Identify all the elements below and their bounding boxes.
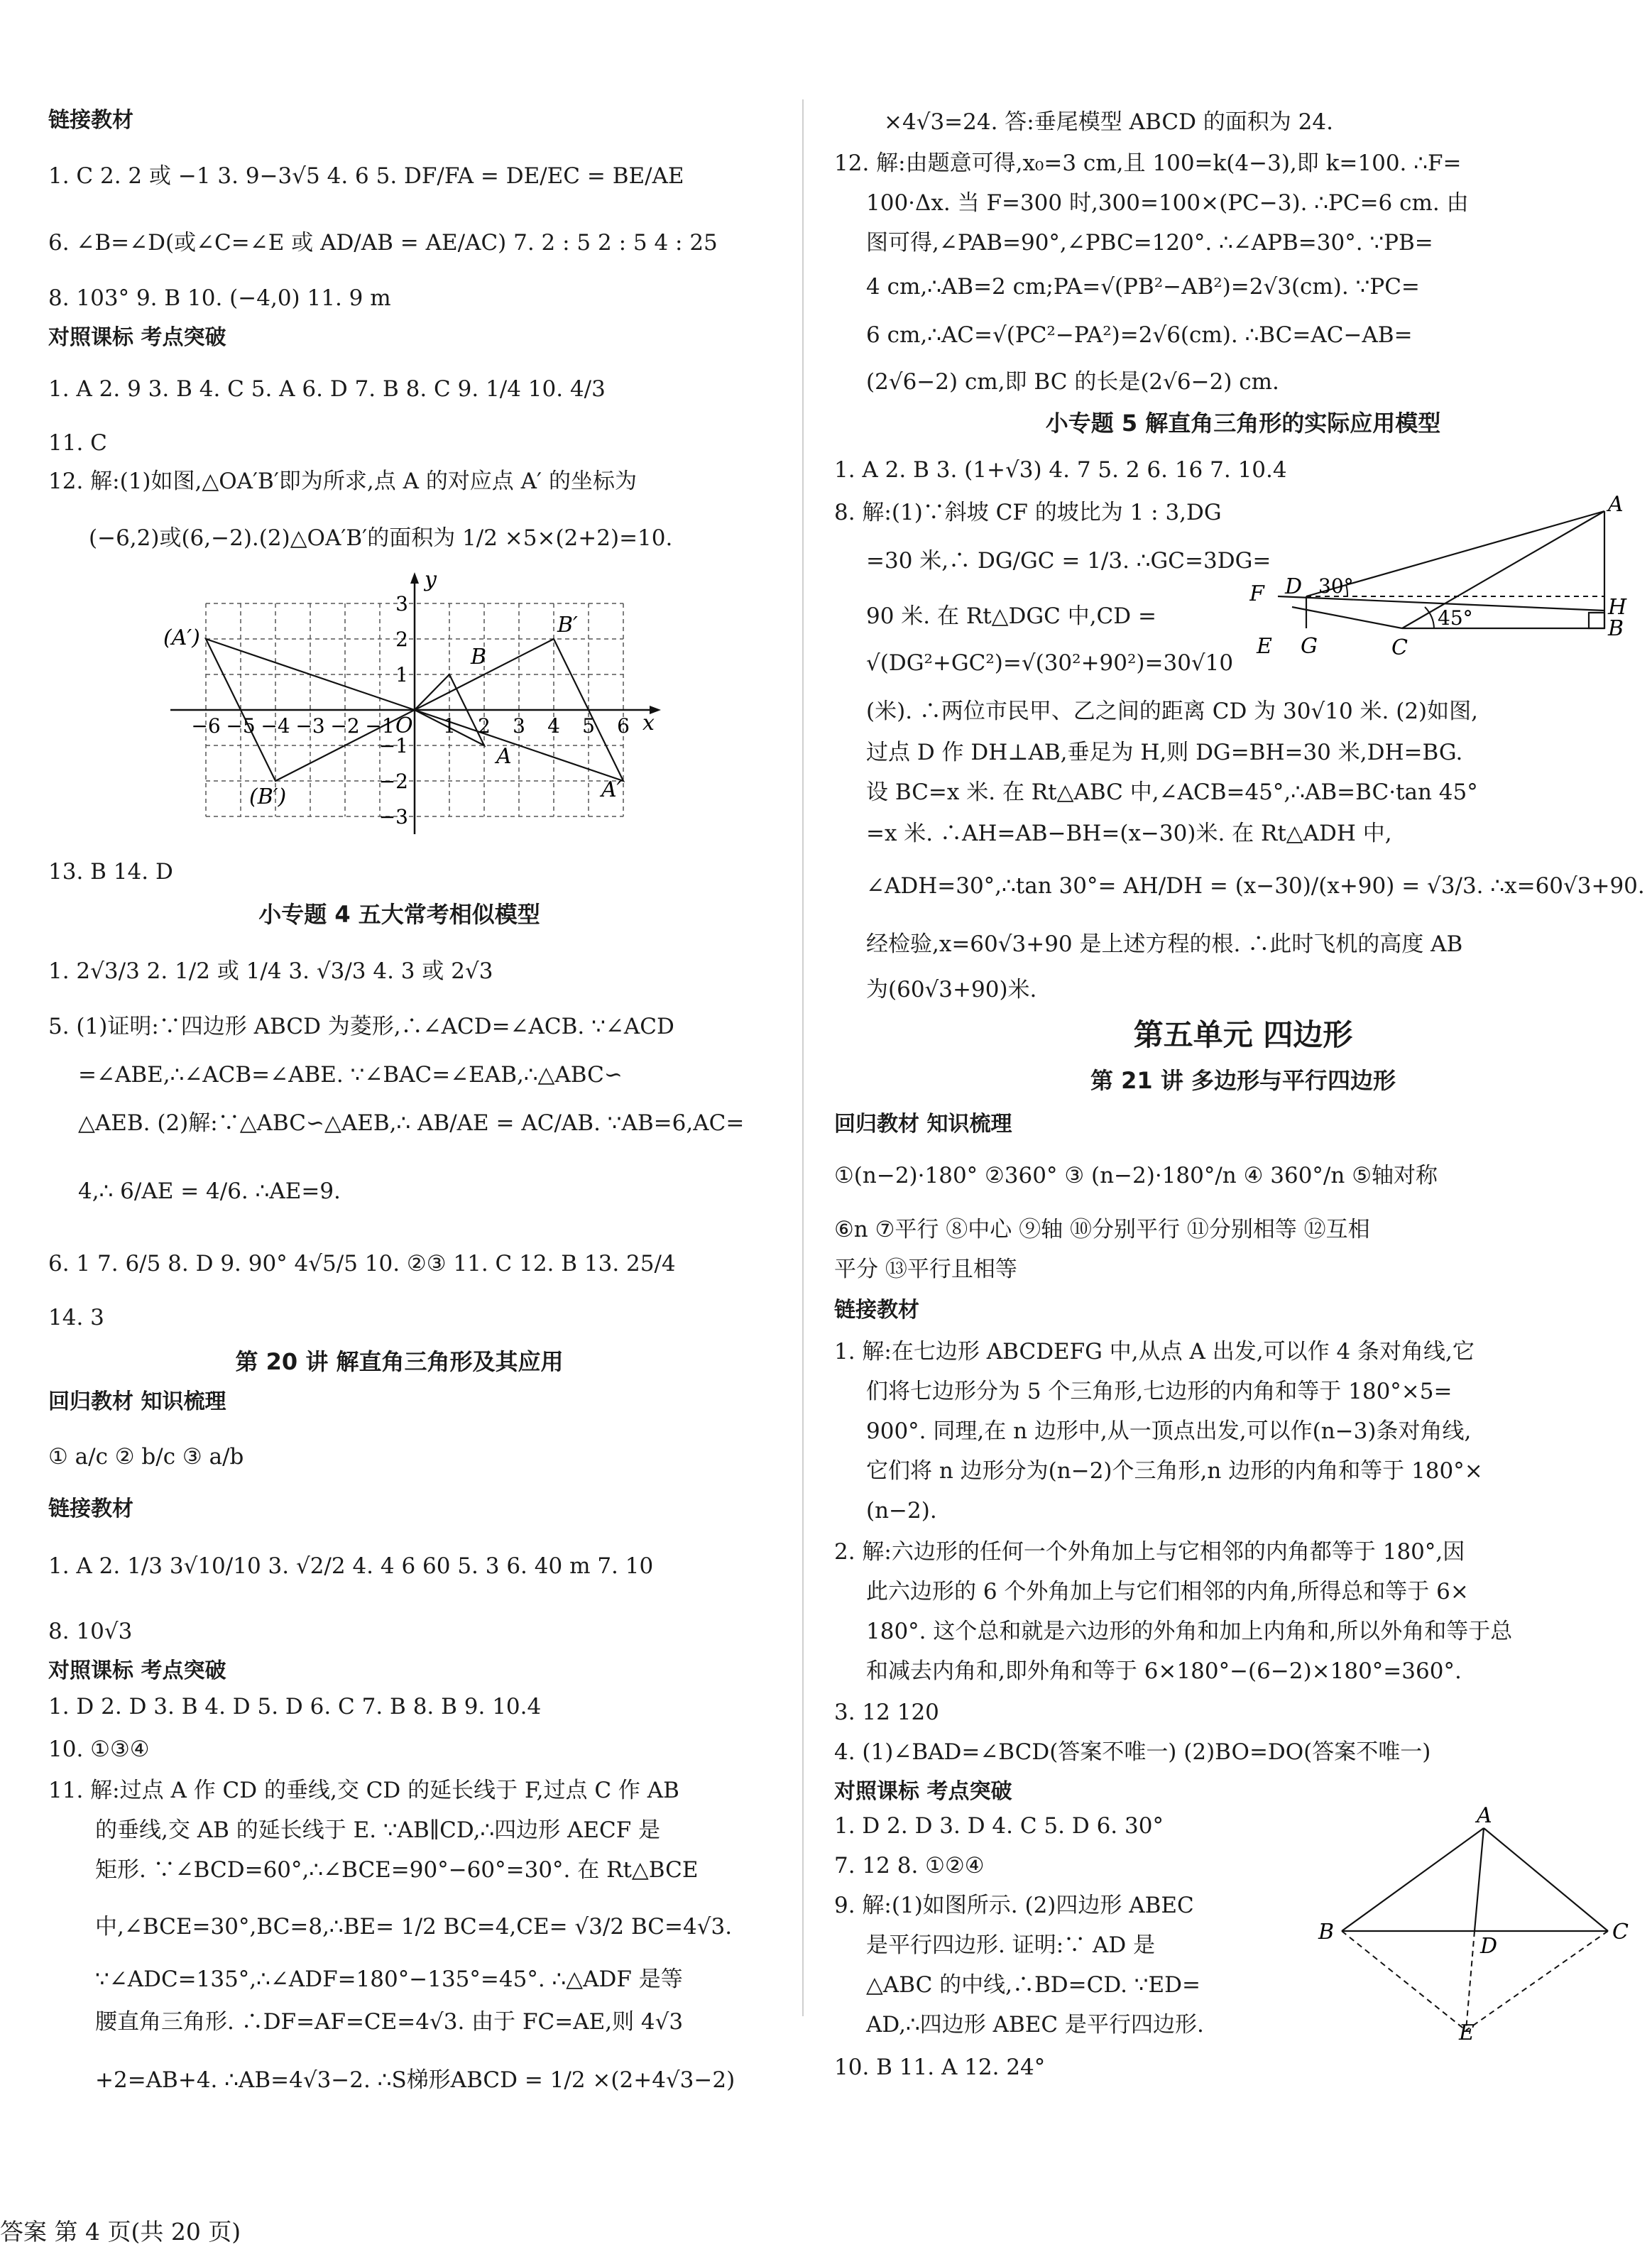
section-title: 第 20 讲 解直角三角形及其应用: [235, 1348, 564, 1375]
answer-line: 6 cm,∴AC=√(PC²−PA²)=2√6(cm). ∴BC=AC−AB=: [866, 322, 1413, 348]
section-heading: 链接教材: [48, 1497, 133, 1521]
point-label: D: [1285, 574, 1303, 599]
answer-line: ∵∠ADC=135°,∴∠ADF=180°−135°=45°. ∴△ADF 是等: [95, 1967, 683, 1992]
coordinate-grid-figure: [153, 568, 664, 838]
x-axis-label: x: [642, 711, 655, 735]
column-divider: [802, 99, 804, 2016]
y-tick-label: 2: [395, 628, 408, 651]
answer-line: 和减去内角和,即外角和等于 6×180°−(6−2)×180°=360°.: [866, 1658, 1462, 1684]
section-title: 小专题 4 五大常考相似模型: [258, 901, 540, 928]
x-tick-label: 4: [547, 714, 560, 738]
answer-line: 900°. 同理,在 n 边形中,从一顶点出发,可以作(n−3)条对角线,: [866, 1418, 1472, 1444]
answer-line: 1. C 2. 2 或 −1 3. 9−3√5 4. 6 5. DF/FA = DE/EC = BE/AE: [48, 163, 684, 189]
answer-line: (−6,2)或(6,−2).(2)△OA′B′的面积为 1/2 ×5×(2+2)=10.: [89, 525, 673, 551]
answer-line: √(DG²+GC²)=√(30²+90²)=30√10: [866, 650, 1234, 676]
point-label: A: [496, 744, 512, 769]
answer-line: 1. A 2. 9 3. B 4. C 5. A 6. D 7. B 8. C 9. 1/4 10. 4/3: [48, 376, 606, 402]
answer-line: 此六边形的 6 个外角加上与它们相邻的内角,所得总和等于 6×: [866, 1579, 1469, 1604]
answer-line: =x 米. ∴AH=AB−BH=(x−30)米. 在 Rt△ADH 中,: [866, 821, 1392, 846]
answer-line: 平分 ⑬平行且相等: [834, 1257, 1017, 1282]
x-tick-label: 3: [513, 714, 525, 738]
x-tick-label: −4: [261, 714, 290, 738]
answer-line: 5. (1)证明:∵四边形 ABCD 为菱形,∴∠ACD=∠ACB. ∵∠ACD: [48, 1014, 674, 1039]
answer-line: 9. 解:(1)如图所示. (2)四边形 ABEC: [834, 1893, 1194, 1918]
point-label: C: [1612, 1920, 1629, 1945]
answer-line: 过点 D 作 DH⊥AB,垂足为 H,则 DG=BH=30 米,DH=BG.: [866, 740, 1463, 765]
point-label: E: [1459, 2020, 1475, 2041]
answer-line: 1. A 2. 1/3 3√10/10 3. √2/2 4. 4 6 60 5. 3 6. 40 m 7. 10: [48, 1553, 654, 1579]
answer-line: 12. 解:(1)如图,△OA′B′即为所求,点 A 的对应点 A′ 的坐标为: [48, 469, 637, 494]
point-label: B: [471, 645, 487, 669]
answer-line: 10. ①③④: [48, 1737, 150, 1762]
y-tick-label: −3: [378, 805, 408, 829]
point-label: C: [1391, 635, 1408, 660]
x-tick-label: −5: [226, 714, 256, 738]
section-heading: 对照课标 考点突破: [834, 1779, 1012, 1804]
x-tick-label: 6: [617, 714, 630, 738]
point-label: B′: [557, 613, 578, 638]
answer-line: 4,∴ 6/AE = 4/6. ∴AE=9.: [78, 1179, 341, 1204]
answer-line: 13. B 14. D: [48, 859, 173, 885]
answer-line: 腰直角三角形. ∴DF=AF=CE=4√3. 由于 FC=AE,则 4√3: [95, 2009, 684, 2035]
answer-line: AD,∴四边形 ABEC 是平行四边形.: [866, 2012, 1204, 2038]
point-label: E: [1257, 634, 1272, 659]
answer-line: 是平行四边形. 证明:∵ AD 是: [866, 1932, 1156, 1958]
point-label: A: [1608, 492, 1624, 517]
y-tick-label: 3: [395, 592, 408, 616]
answer-line: ⑥n ⑦平行 ⑧中心 ⑨轴 ⑩分别平行 ⑪分别相等 ⑫互相: [834, 1217, 1370, 1242]
answer-line: 8. 解:(1)∵斜坡 CF 的坡比为 1 : 3,DG: [834, 500, 1222, 525]
answer-line: 11. 解:过点 A 作 CD 的垂线,交 CD 的延长线于 F,过点 C 作 AB: [48, 1778, 679, 1803]
answer-line: 1. 解:在七边形 ABCDEFG 中,从点 A 出发,可以作 4 条对角线,它: [834, 1339, 1475, 1365]
answer-line: ∠ADH=30°,∴tan 30°= AH/DH = (x−30)/(x+90) = √3/3. ∴x=60√3+90.: [866, 873, 1645, 899]
point-label: H: [1608, 595, 1627, 620]
answer-line: 1. 2√3/3 2. 1/2 或 1/4 3. √3/3 4. 3 或 2√3: [48, 958, 493, 984]
answer-line: 7. 12 8. ①②④: [834, 1853, 985, 1879]
answer-line: ①(n−2)·180° ②360° ③ (n−2)·180°/n ④ 360°/n ⑤轴对称: [834, 1163, 1438, 1188]
point-label: B: [1608, 616, 1624, 641]
answer-line: 它们将 n 边形分为(n−2)个三角形,n 边形的内角和等于 180°×: [866, 1458, 1483, 1484]
y-tick-label: −1: [378, 734, 408, 758]
answer-line: 图可得,∠PAB=90°,∠PBC=120°. ∴∠APB=30°. ∵PB=: [866, 230, 1433, 256]
answer-line: 1. A 2. B 3. (1+√3) 4. 7 5. 2 6. 16 7. 10.4: [834, 457, 1287, 483]
answer-line: 6. 1 7. 6/5 8. D 9. 90° 4√5/5 10. ②③ 11. C 12. B 13. 25/4: [48, 1251, 676, 1276]
answer-line: △AEB. (2)解:∵△ABC∽△AEB,∴ AB/AE = AC/AB. ∵AB=6,AC=: [78, 1110, 745, 1136]
answer-line: 3. 12 120: [834, 1700, 939, 1725]
answer-line: =30 米,∴ DG/GC = 1/3. ∴GC=3DG=: [866, 548, 1271, 574]
answer-line: 10. B 11. A 12. 24°: [834, 2055, 1046, 2080]
angle-label: 30°: [1318, 574, 1354, 598]
x-tick-label: 5: [582, 714, 595, 738]
answer-line: =∠ABE,∴∠ACB=∠ABE. ∵∠BAC=∠EAB,∴△ABC∽: [78, 1062, 623, 1088]
answer-line: 14. 3: [48, 1305, 104, 1330]
answer-line: 1. D 2. D 3. B 4. D 5. D 6. C 7. B 8. B 9. 10.4: [48, 1694, 542, 1719]
answer-line: 12. 解:由题意可得,x₀=3 cm,且 100=k(4−3),即 k=100. ∴F=: [834, 151, 1462, 176]
section-heading: 回归教材 知识梳理: [48, 1389, 226, 1414]
answer-line: 矩形. ∵∠BCD=60°,∴∠BCE=90°−60°=30°. 在 Rt△BCE: [95, 1857, 699, 1883]
answer-line: (2√6−2) cm,即 BC 的长是(2√6−2) cm.: [866, 369, 1279, 395]
unit-title: 第五单元 四边形: [1133, 1017, 1353, 1052]
point-label: (B′): [249, 784, 287, 809]
y-axis-label: y: [425, 568, 437, 592]
answer-line: (n−2).: [866, 1498, 937, 1524]
answer-line: 的垂线,交 AB 的延长线于 E. ∵AB∥CD,∴四边形 AECF 是: [95, 1817, 661, 1843]
answer-line: 8. 103° 9. B 10. (−4,0) 11. 9 m: [48, 285, 391, 311]
page-footer: 答案 第 4 页(共 20 页): [0, 2218, 241, 2246]
answer-line: 2. 解:六边形的任何一个外角加上与它相邻的内角都等于 180°,因: [834, 1539, 1465, 1565]
point-label: F: [1249, 581, 1264, 606]
answer-line: 180°. 这个总和就是六边形的外角和加上内角和,所以外角和等于总: [866, 1619, 1513, 1644]
answer-line: ① a/c ② b/c ③ a/b: [48, 1444, 244, 1470]
origin-label: O: [395, 713, 413, 738]
section-heading: 对照课标 考点突破: [48, 325, 226, 350]
answer-line: 经检验,x=60√3+90 是上述方程的根. ∴此时飞机的高度 AB: [866, 931, 1463, 957]
x-tick-label: 2: [478, 714, 491, 738]
answer-line: (米). ∴两位市民甲、乙之间的距离 CD 为 30√10 米. (2)如图,: [866, 699, 1479, 724]
answer-line: 为(60√3+90)米.: [866, 977, 1037, 1002]
section-heading: 对照课标 考点突破: [48, 1658, 226, 1683]
x-tick-label: 1: [443, 714, 456, 738]
x-tick-label: −2: [330, 714, 360, 738]
x-tick-label: −6: [191, 714, 221, 738]
answer-line: 4. (1)∠BAD=∠BCD(答案不唯一) (2)BO=DO(答案不唯一): [834, 1739, 1431, 1765]
answer-line: 1. D 2. D 3. D 4. C 5. D 6. 30°: [834, 1813, 1164, 1839]
answer-line: 6. ∠B=∠D(或∠C=∠E 或 AD/AB = AE/AC) 7. 2 : 5 2 : 5 4 : 25: [48, 230, 718, 256]
answer-line: ×4√3=24. 答:垂尾模型 ABCD 的面积为 24.: [884, 109, 1333, 135]
point-label: A: [1477, 1807, 1492, 1828]
answer-line: 设 BC=x 米. 在 Rt△ABC 中,∠ACB=45°,∴AB=BC·tan 45°: [866, 780, 1478, 805]
answer-line: △ABC 的中线,∴BD=CD. ∵ED=: [866, 1972, 1200, 1998]
point-label: B: [1318, 1920, 1335, 1945]
answer-line: +2=AB+4. ∴AB=4√3−2. ∴S梯形ABCD = 1/2 ×(2+4√3−2): [95, 2067, 735, 2093]
section-title: 小专题 5 解直角三角形的实际应用模型: [1045, 410, 1441, 437]
point-label: G: [1301, 634, 1318, 659]
point-label: A′: [601, 777, 622, 802]
section-title: 第 21 讲 多边形与平行四边形: [1090, 1067, 1396, 1094]
slope-figure: [1249, 490, 1647, 674]
angle-label: 45°: [1438, 606, 1473, 630]
point-label: D: [1480, 1934, 1498, 1959]
x-tick-label: −3: [295, 714, 325, 738]
point-label: (A′): [163, 625, 200, 650]
y-tick-label: 1: [395, 663, 408, 687]
section-heading: 链接教材: [48, 108, 133, 133]
answer-line: 100·Δx. 当 F=300 时,300=100×(PC−3). ∴PC=6 cm. 由: [866, 190, 1469, 216]
answer-line: 8. 10√3: [48, 1619, 133, 1644]
answer-line: 4 cm,∴AB=2 cm;PA=√(PB²−AB²)=2√3(cm). ∵PC=: [866, 274, 1420, 300]
section-heading: 链接教材: [834, 1298, 919, 1323]
x-tick-label: −1: [365, 714, 395, 738]
y-tick-label: −2: [378, 770, 408, 793]
answer-line: 11. C: [48, 430, 107, 456]
answer-line: 中,∠BCE=30°,BC=8,∴BE= 1/2 BC=4,CE= √3/2 BC=4√3.: [95, 1914, 733, 1940]
section-heading: 回归教材 知识梳理: [834, 1112, 1012, 1137]
answer-line: 们将七边形分为 5 个三角形,七边形的内角和等于 180°×5=: [866, 1379, 1453, 1404]
parallelogram-figure: [1260, 1807, 1643, 2041]
answer-line: 90 米. 在 Rt△DGC 中,CD =: [866, 603, 1156, 629]
